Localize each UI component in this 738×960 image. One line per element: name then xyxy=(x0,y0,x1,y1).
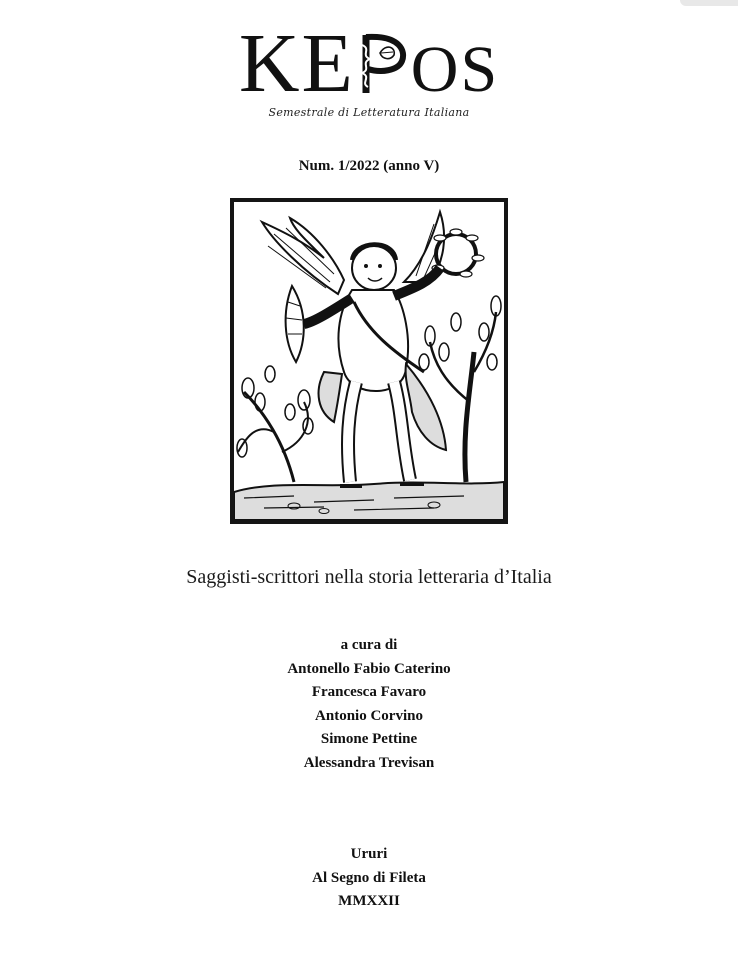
editors-block xyxy=(0,634,738,775)
corner-scan-mark xyxy=(680,0,738,6)
woodcut-illustration xyxy=(230,198,508,524)
caduceus-emblem-icon xyxy=(356,31,410,95)
imprint-block xyxy=(0,843,738,914)
imprint-publisher: Al Segno di Fileta xyxy=(312,869,426,886)
imprint-year: MMXXII xyxy=(338,893,400,909)
logo-letters-right: OS xyxy=(410,33,500,106)
editors-heading: a cura di xyxy=(340,637,398,653)
volume-title: Saggisti-scrittori nella storia letteraria d’Italia xyxy=(186,566,552,588)
journal-tagline: Semestrale di Letteratura Italiana xyxy=(268,106,470,119)
editor-name: Alessandra Trevisan xyxy=(303,754,435,771)
journal-logo xyxy=(0,17,738,112)
editor-name: Antonio Corvino xyxy=(315,707,423,724)
editor-name: Francesca Favaro xyxy=(311,684,427,700)
editor-name: Simone Pettine xyxy=(320,731,418,747)
editor-name: Antonello Fabio Caterino xyxy=(287,660,451,677)
logo-letters-left: KE xyxy=(238,17,355,110)
issue-number: Num. 1/2022 (anno V) xyxy=(298,158,440,174)
imprint-place: Ururi xyxy=(350,846,388,862)
winged-putto-icon xyxy=(234,202,504,520)
